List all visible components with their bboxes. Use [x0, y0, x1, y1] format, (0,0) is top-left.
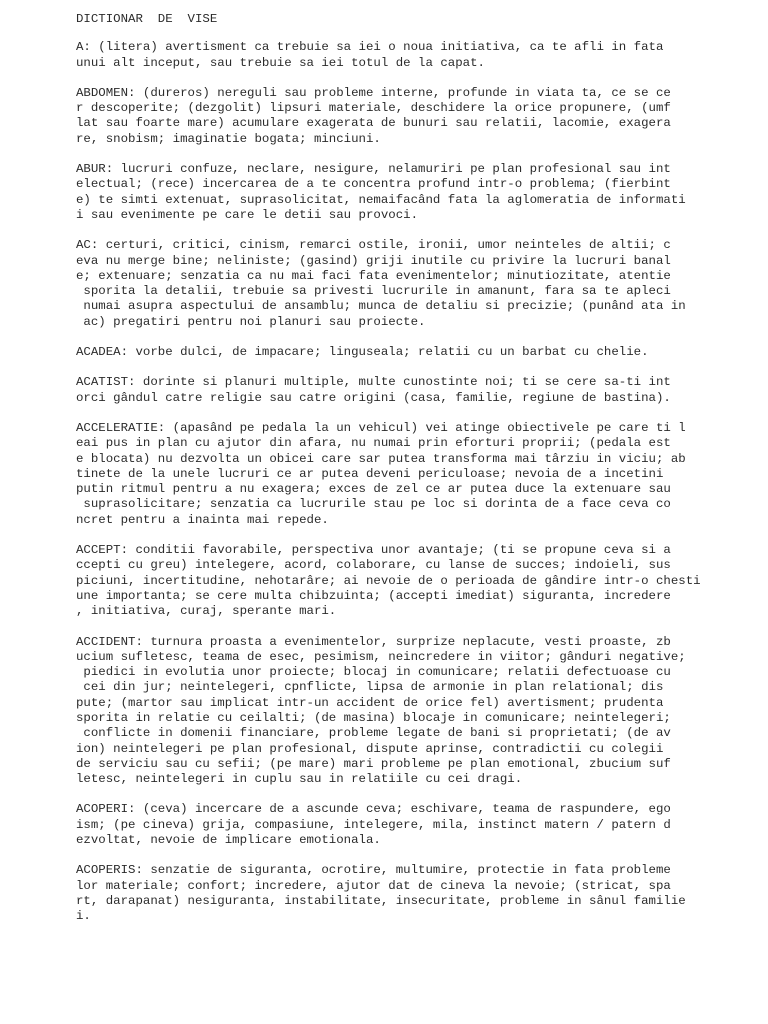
- entry-text-line: de serviciu sau cu sefii; (pe mare) mari probleme pe plan emotional, zbucium suf: [76, 756, 671, 771]
- dictionary-entry-acoperi: [76, 802, 756, 848]
- dictionary-entry-accident: [76, 635, 756, 788]
- dictionary-entry-a: [76, 40, 756, 71]
- entry-text-line: e; extenuare; senzatia ca nu mai faci fata evenimentelor; minutiozitate, atentie: [76, 268, 671, 283]
- entry-text-line: re, snobism; imaginatie bogata; minciuni.: [76, 131, 381, 146]
- entry-text-line: numai asupra aspectului de ansamblu; munca de detaliu si precizie; (punând ata in: [76, 299, 686, 314]
- entry-text-line: lat sau foarte mare) acumulare exagerata de bunuri sau relatii, lacomie, exagera: [76, 116, 671, 131]
- entry-text-line: i sau evenimente pe care le detii sau provoci.: [76, 207, 419, 222]
- entry-text-line: ACCIDENT: turnura proasta a evenimentelor, surprize neplacute, vesti proaste, zb: [76, 634, 671, 649]
- dictionary-entry-acoperis: [76, 863, 756, 924]
- dictionary-entry-abur: [76, 162, 756, 223]
- entry-text-line: ACADEA: vorbe dulci, de impacare; linguseala; relatii cu un barbat cu chelie.: [76, 345, 649, 360]
- entry-text-line: tinete de la unele lucruri ce ar putea deveni periculoase; nevoia de a incetini: [76, 466, 664, 481]
- document-page: [76, 12, 756, 940]
- entry-text-line: pute; (martor sau implicat intr-un accident de orice fel) avertisment; prudenta: [76, 695, 664, 710]
- entry-text-line: ABUR: lucruri confuze, neclare, nesigure, nelamuriri pe plan profesional sau int: [76, 162, 671, 177]
- entry-text-line: A: (litera) avertisment ca trebuie sa iei o noua initiativa, ca te afli in fata: [76, 40, 664, 55]
- entry-text-line: e blocata) nu dezvolta un obicei care sar putea transforma mai târziu in viciu; ab: [76, 451, 686, 466]
- entry-text-line: ABDOMEN: (dureros) nereguli sau probleme interne, profunde in viata ta, ce se ce: [76, 85, 671, 100]
- entry-text-line: e) te simti extenuat, suprasolicitat, nemaifacând fata la aglomeratia de informati: [76, 192, 686, 207]
- entries-list: [76, 40, 756, 924]
- entry-text-line: eai pus in plan cu ajutor din afara, nu numai prin eforturi proprii; (pedala est: [76, 436, 671, 451]
- entry-text-line: suprasolicitare; senzatia ca lucrurile stau pe loc si dorinta de a face ceva co: [76, 497, 671, 512]
- entry-text-line: ac) pregatiri pentru noi planuri sau proiecte.: [76, 314, 426, 329]
- entry-text-line: ACCEPT: conditii favorabile, perspectiva unor avantaje; (ti se propune ceva si a: [76, 543, 671, 558]
- entry-text-line: ism; (pe cineva) grija, compasiune, intelegere, mila, instinct matern / patern d: [76, 817, 671, 832]
- dictionary-entry-acadea: [76, 345, 756, 360]
- entry-text-line: piedici in evolutia unor proiecte; blocaj in comunicare; relatii defectuoase cu: [76, 665, 671, 680]
- entry-text-line: conflicte in domenii financiare, probleme legate de bani si proprietati; (de av: [76, 726, 671, 741]
- entry-text-line: unui alt inceput, sau trebuie sa iei totul de la capat.: [76, 55, 485, 70]
- entry-text-line: , initiativa, curaj, sperante mari.: [76, 604, 337, 619]
- entry-text-line: ACCELERATIE: (apasând pe pedala la un vehicul) vei atinge obiectivele pe care ti l: [76, 420, 686, 435]
- entry-text-line: une importanta; se cere multa chibzuinta; (accepti imediat) siguranta, incredere: [76, 588, 671, 603]
- entry-text-line: putin ritmul pentru a nu exagera; exces de zel ce ar putea duce la extenuare sau: [76, 482, 671, 497]
- entry-text-line: ACOPERI: (ceva) incercare de a ascunde ceva; eschivare, teama de raspundere, ego: [76, 802, 671, 817]
- entry-text-line: ACATIST: dorinte si planuri multiple, multe cunostinte noi; ti se cere sa-ti int: [76, 375, 671, 390]
- dictionary-entry-abdomen: [76, 86, 756, 147]
- entry-text-line: rt, darapanat) nesiguranta, instabilitate, insecuritate, probleme in sânul familie: [76, 893, 686, 908]
- entry-text-line: electual; (rece) incercarea de a te concentra profund intr-o problema; (fierbint: [76, 177, 671, 192]
- dictionary-entry-acatist: [76, 375, 756, 406]
- entry-text-line: sporita in relatie cu ceilalti; (de masina) blocaje in comunicare; neintelegeri;: [76, 710, 671, 725]
- dictionary-entry-ac: [76, 238, 756, 330]
- document-title: DICTIONAR DE VISE: [76, 12, 218, 26]
- entry-text-line: r descoperite; (dezgolit) lipsuri materiale, deschidere la orice propunere, (umf: [76, 101, 671, 116]
- entry-text-line: eva nu merge bine; neliniste; (gasind) griji inutile cu privire la lucruri banal: [76, 253, 671, 268]
- dictionary-entry-acceleratie: [76, 421, 756, 528]
- entry-text-line: orci gândul catre religie sau catre origini (casa, familie, regiune de bastina).: [76, 390, 671, 405]
- entry-text-line: ncret pentru a inainta mai repede.: [76, 512, 329, 527]
- entry-text-line: ion) neintelegeri pe plan profesional, dispute aprinse, contradictii cu colegii: [76, 741, 664, 756]
- dictionary-entry-accept: [76, 543, 756, 619]
- entry-text-line: ccepti cu greu) intelegere, acord, colaborare, cu lanse de succes; indoieli, sus: [76, 558, 671, 573]
- entry-text-line: ACOPERIS: senzatie de siguranta, ocrotire, multumire, protectie in fata probleme: [76, 863, 671, 878]
- entry-text-line: letesc, neintelegeri in cuplu sau in relatiile cu cei dragi.: [76, 772, 523, 787]
- entry-text-line: piciuni, incertitudine, nehotarâre; ai nevoie de o perioada de gândire intr-o chesti: [76, 573, 701, 588]
- entry-text-line: ezvoltat, nevoie de implicare emotionala.: [76, 833, 381, 848]
- entry-text-line: i.: [76, 909, 91, 924]
- entry-text-line: cei din jur; neintelegeri, cpnflicte, lipsa de armonie in plan relational; dis: [76, 680, 664, 695]
- entry-text-line: lor materiale; confort; incredere, ajutor dat de cineva la nevoie; (stricat, spa: [76, 878, 671, 893]
- entry-text-line: AC: certuri, critici, cinism, remarci ostile, ironii, umor neinteles de altii; c: [76, 238, 671, 253]
- entry-text-line: sporita la detalii, trebuie sa privesti lucrurile in amanunt, fara sa te apleci: [76, 284, 671, 299]
- entry-text-line: ucium sufletesc, teama de esec, pesimism, neincredere in viitor; gânduri negative;: [76, 649, 686, 664]
